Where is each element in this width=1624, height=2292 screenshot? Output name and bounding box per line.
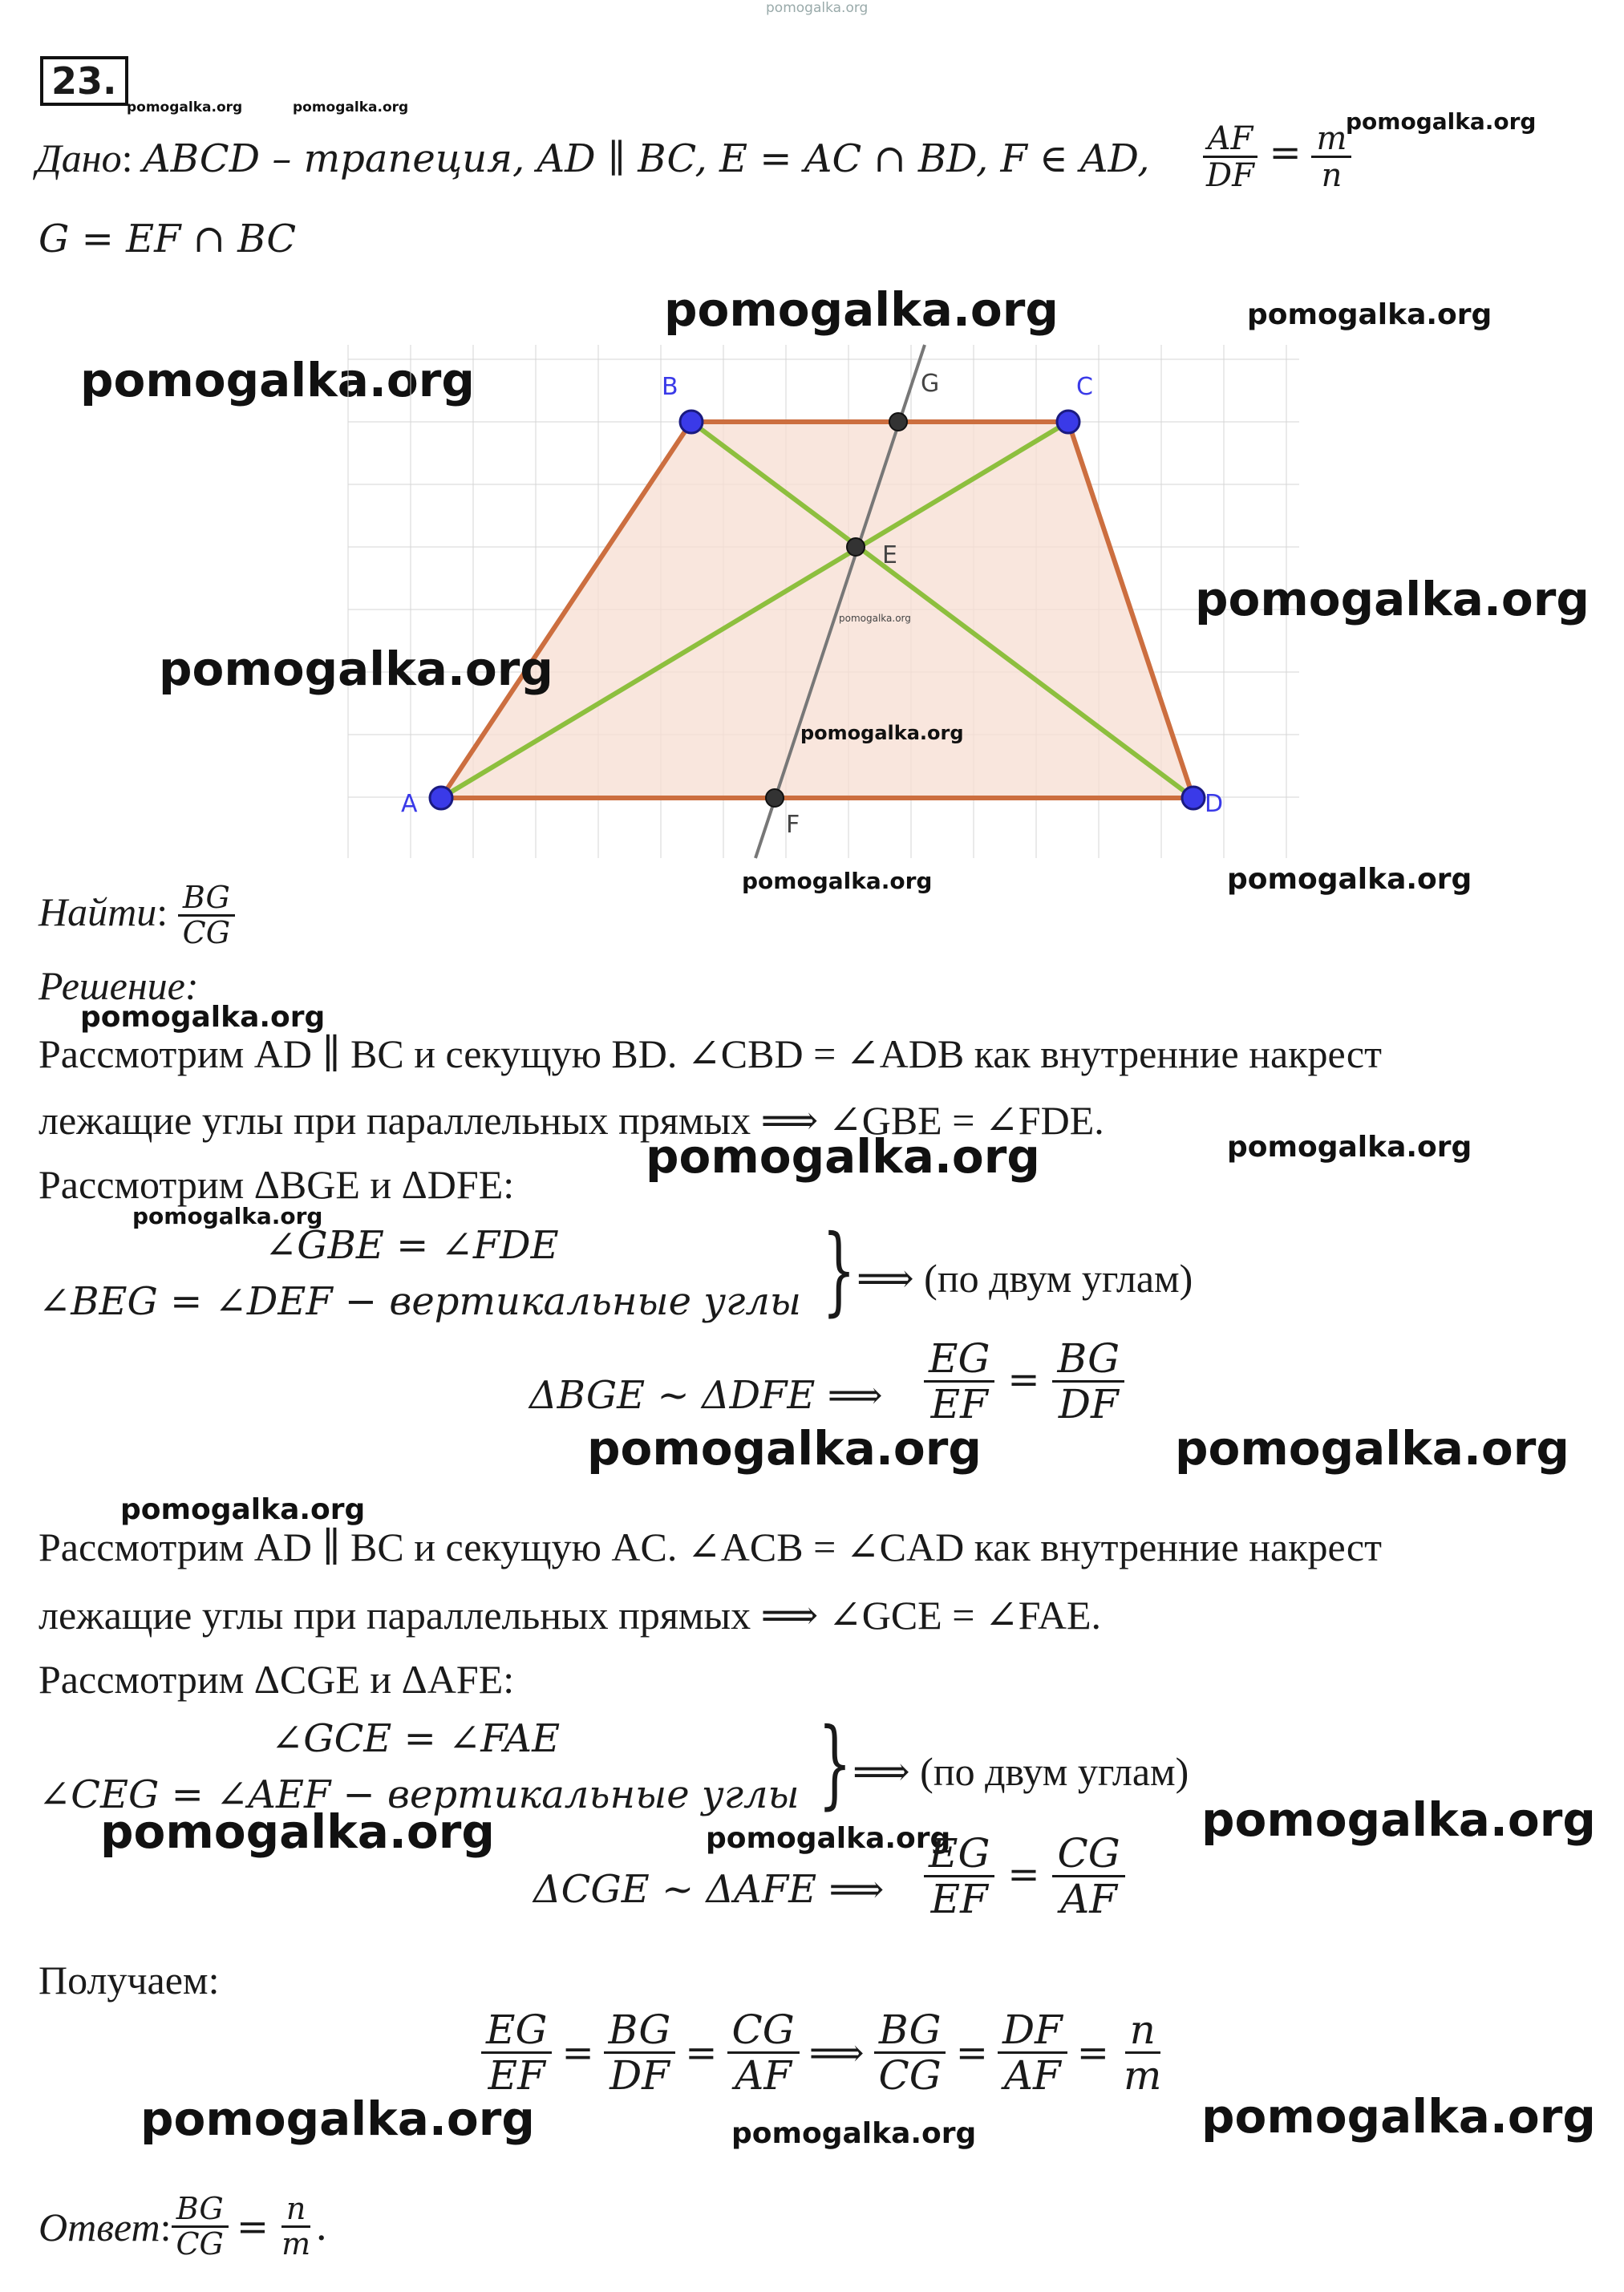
- label-f: F: [786, 811, 800, 839]
- given-line: Дано: ABCD – трапеция, AD ∥ BC, E = AC ∩ BD, F ∈ AD,: [36, 136, 1150, 181]
- watermark: pomogalka.org: [1175, 1421, 1569, 1476]
- point-g: [889, 413, 907, 431]
- watermark: pomogalka.org: [127, 99, 243, 115]
- given-line2: G = EF ∩ BC: [38, 217, 297, 261]
- result-chain: $\frac{EG}{EF}$ = $\frac{BG}{DF}$ = $\frac{CG}{AF}$ ⟹ $\frac{BG}{CG}$ = $\frac{DF}{AF}$ = $\frac{n}{m}$: [481, 2009, 1166, 2098]
- label-c: C: [1076, 373, 1093, 401]
- ratio-right: $\frac{m}{n}$: [1311, 122, 1351, 193]
- watermark: pomogalka.org: [800, 722, 964, 744]
- trapezoid-figure: [337, 337, 1315, 866]
- given-text: ABCD – трапеция, AD ∥ BC, E = AC ∩ BD, F ∈ AD,: [143, 136, 1150, 181]
- p3-line2: лежащие углы при параллельных прямых ⟹ ∠GCE = ∠FAE.: [38, 1593, 1102, 1638]
- p4-ratio: $\frac{EG}{EF}$ = $\frac{CG}{AF}$: [924, 1832, 1125, 1921]
- p4-conclusion: ⟹ (по двум углам): [852, 1749, 1189, 1794]
- p4-eq1: ∠GCE = ∠FAE: [271, 1716, 561, 1761]
- p2-similar: ΔBGE ~ ΔDFE ⟹: [529, 1373, 883, 1418]
- watermark: pomogalka.org: [839, 613, 911, 624]
- given-label: Дано: [36, 136, 122, 180]
- watermark: pomogalka.org: [120, 1493, 366, 1526]
- watermark: pomogalka.org: [731, 2117, 977, 2150]
- watermark: pomogalka.org: [587, 1421, 982, 1476]
- label-e: E: [882, 541, 897, 569]
- watermark: pomogalka.org: [100, 1804, 495, 1859]
- p4-consider: Рассмотрим ΔCGE и ΔAFE:: [38, 1657, 515, 1702]
- label-g: G: [921, 370, 940, 398]
- watermark: pomogalka.org: [159, 642, 553, 696]
- label-a: A: [401, 790, 418, 818]
- p4-similar: ΔCGE ~ ΔAFE ⟹: [533, 1867, 885, 1912]
- p2-conclusion: ⟹ (по двум углам): [857, 1256, 1193, 1301]
- point-f: [766, 789, 784, 807]
- point-b: [680, 411, 703, 433]
- watermark: pomogalka.org: [1201, 2089, 1596, 2144]
- watermark: pomogalka.org: [140, 2092, 535, 2146]
- watermark: pomogalka.org: [132, 1203, 323, 1229]
- watermark: pomogalka.org: [1247, 298, 1492, 331]
- point-a: [430, 787, 452, 809]
- watermark: pomogalka.org: [293, 99, 409, 115]
- p1-line2: лежащие углы при параллельных прямых ⟹ ∠GBE = ∠FDE.: [38, 1098, 1104, 1143]
- p4-eq2: ∠CEG = ∠AEF − вертикальные углы: [38, 1772, 800, 1817]
- watermark: pomogalka.org: [1201, 1792, 1596, 1847]
- ratio-left: $\frac{AF}{DF}$: [1201, 122, 1259, 193]
- top-watermark: pomogalka.org: [766, 0, 869, 16]
- solution-label: Решение:: [38, 963, 199, 1008]
- watermark: pomogalka.org: [664, 282, 1059, 337]
- find-label: Найти: [38, 889, 157, 934]
- p2-eq2: ∠BEG = ∠DEF − вертикальные углы: [38, 1279, 801, 1324]
- point-c: [1057, 411, 1079, 433]
- watermark: pomogalka.org: [80, 353, 475, 407]
- find-fraction: $\frac{BG}{CG}$: [178, 882, 235, 950]
- find-line: Найти: $\frac{BG}{CG}$: [38, 882, 235, 950]
- p2-ratio: $\frac{EG}{EF}$ = $\frac{BG}{DF}$: [924, 1338, 1124, 1427]
- watermark: pomogalka.org: [706, 1822, 951, 1855]
- p2-eq1: ∠GBE = ∠FDE: [265, 1223, 559, 1268]
- p3-line1: Рассмотрим AD ∥ BC и секущую AC. ∠ACB = ∠CAD как внутренние накрест: [38, 1525, 1382, 1569]
- result-label: Получаем:: [38, 1958, 220, 2002]
- answer-line: Ответ : $\frac{BG}{CG}$ = $\frac{n}{m}$ .: [38, 2191, 328, 2262]
- given-ratio: $\frac{AF}{DF}$ = $\frac{m}{n}$: [1201, 122, 1351, 193]
- p2-consider: Рассмотрим ΔBGE и ΔDFE:: [38, 1162, 515, 1207]
- watermark: pomogalka.org: [1227, 863, 1472, 896]
- label-b: B: [662, 373, 678, 401]
- answer-label: Ответ: [38, 2205, 160, 2250]
- problem-number: 23.: [40, 56, 128, 106]
- watermark: pomogalka.org: [742, 868, 933, 894]
- point-d: [1182, 787, 1205, 809]
- p2-brace: }: [822, 1215, 856, 1326]
- label-d: D: [1205, 790, 1224, 818]
- p4-brace: }: [818, 1708, 852, 1820]
- point-e: [847, 538, 865, 556]
- watermark: pomogalka.org: [1346, 108, 1537, 135]
- watermark: pomogalka.org: [1227, 1131, 1472, 1164]
- watermark: pomogalka.org: [1195, 572, 1590, 626]
- watermark: pomogalka.org: [80, 1001, 326, 1034]
- p1-line1: Рассмотрим AD ∥ BC и секущую BD. ∠CBD = ∠ADB как внутренние накрест: [38, 1031, 1382, 1076]
- watermark: pomogalka.org: [646, 1129, 1040, 1184]
